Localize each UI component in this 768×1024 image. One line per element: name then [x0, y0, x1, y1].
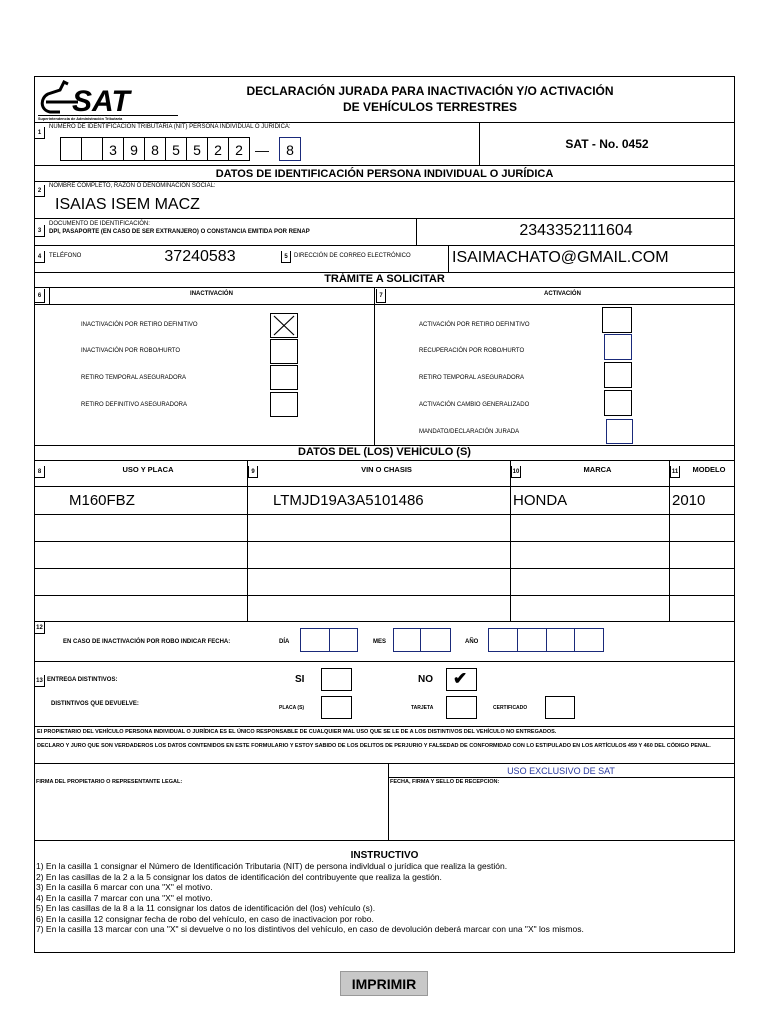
column-header-brand: MARCA: [583, 465, 612, 474]
declaration-form: [34, 76, 735, 953]
email-value[interactable]: ISAIMACHATO@GMAIL.COM: [452, 249, 669, 266]
nit-digit-box[interactable]: 5: [186, 137, 208, 161]
yes-label: SI: [295, 674, 305, 685]
field-number-11: 11: [670, 466, 680, 478]
section-vehicles: DATOS DEL (LOS) VEHÍCULO (S): [298, 446, 471, 458]
robbery-date-label: EN CASO DE INACTIVACIÓN POR ROBO INDICAR FECHA:: [63, 639, 231, 645]
instruction-item: 2) En las casillas de la 2 a la 5 consignar los datos de identificación del contribuyente que realiza la gestión.: [36, 871, 442, 882]
signature-area[interactable]: [35, 787, 388, 840]
reception-area[interactable]: [389, 787, 734, 840]
returned-items-label: DISTINTIVOS QUE DEVUELVE:: [51, 701, 139, 707]
field-number-5: 5: [281, 251, 291, 263]
table-row: [35, 487, 734, 514]
doc-label: DOCUMENTO DE IDENTIFICACIÓN:: [49, 221, 150, 227]
column-header-plate: USO Y PLACA: [122, 465, 174, 474]
nit-digit-box[interactable]: [60, 137, 82, 161]
form-number: SAT - No. 0452: [565, 137, 649, 151]
inactivation-option-label: RETIRO TEMPORAL ASEGURADORA: [81, 375, 187, 381]
nit-label: NUMERO DE IDENTIFICACION TRIBUTARIA (NIT) PERSONA INDIVIDUAL O JURIDICA:: [49, 124, 291, 130]
activation-option-checkbox[interactable]: [604, 390, 632, 416]
returns-given-label: ENTREGA DISTINTIVOS:: [47, 677, 118, 683]
section-identification: DATOS DE IDENTIFICACIÓN PERSONA INDIVIDUAL O JURÍDICA: [215, 168, 554, 180]
month-box[interactable]: [393, 628, 421, 652]
inactivation-option-checkbox[interactable]: [270, 339, 298, 364]
x-mark-icon: [271, 314, 297, 337]
month-label: MES: [373, 639, 387, 645]
column-header-vin: VIN O CHASIS: [361, 465, 412, 474]
plate-label: PLACA (S): [279, 705, 305, 711]
field-number-3: 3: [35, 225, 45, 237]
name-value[interactable]: ISAIAS ISEM MACZ: [55, 196, 200, 213]
instruction-item: 6) En la casilla 12 consignar fecha de robo del vehículo, en caso de inactivacion por robo.: [36, 913, 374, 924]
phone-value[interactable]: 37240583: [164, 248, 236, 265]
certificate-checkbox[interactable]: [545, 696, 575, 719]
activation-title: ACTIVACIÓN: [544, 291, 581, 297]
inactivation-option-checkbox[interactable]: [270, 392, 298, 417]
column-header-model: MODELO: [692, 465, 726, 474]
nit-digit-box[interactable]: 8: [144, 137, 166, 161]
instruction-item: 5) En las casillas de la 8 a la 11 consignar los datos de identificación del (los) vehículo (s).: [36, 903, 376, 913]
inactivation-option-label: INACTIVACIÓN POR RETIRO DEFINITIVO: [81, 322, 198, 328]
owner-signature-label: FIRMA DEL PROPIETARIO O REPRESENTANTE LEGAL:: [36, 779, 183, 785]
day-label: DÍA: [279, 639, 290, 645]
field-number-12: 12: [35, 622, 45, 634]
section-tramite: TRÁMITE A SOLICITAR: [324, 273, 445, 285]
field-number-13: 13: [35, 675, 45, 687]
instructions-title: INSTRUCTIVO: [350, 850, 419, 861]
instruction-item: 1) En la casilla 1 consignar el Número de Identificación Tributaria (NIT) de persona indivldual o jurídica que realiza la gestión.: [36, 861, 508, 871]
email-label: DIRECCIÓN DE CORREO ELECTRÓNICO: [294, 253, 411, 259]
vehicle-table: [35, 460, 734, 621]
nit-dash: —: [255, 142, 269, 158]
activation-option-label: ACTIVACIÓN CAMBIO GENERALIZADO: [419, 402, 530, 408]
instructions-list: [36, 861, 733, 935]
inactivation-title: INACTIVACIÓN: [190, 291, 233, 297]
year-box[interactable]: [574, 628, 604, 652]
activation-option-label: RETIRO TEMPORAL ASEGURADORA: [419, 375, 525, 381]
activation-option-label: MANDATO/DECLARACIÓN JURADA: [419, 429, 520, 435]
vehicle-table-header: [35, 460, 734, 486]
instruction-item: 7) En la casilla 13 marcar con una "X" si devuelve o no los distintivos del vehículo, en caso de devolución deberá marcar con una "X" los mismos.: [36, 924, 584, 934]
field-number-4: 4: [35, 251, 45, 263]
sat-logo: [38, 80, 178, 122]
year-box[interactable]: [488, 628, 518, 652]
owner-responsibility-notice: El PROPIETARIO DEL VEHÍCULO PERSONA INDIVIDUAL O JURÍDICA ES EL ÚNICO RESPONSABLE DE CUALQUIER MAL USO QUE SE LE DE A LOS DISTINTIVOS DEL VEHÍCULO NO ENTREGADOS.: [37, 729, 557, 735]
phone-label: TELÉFONO: [49, 253, 82, 259]
activation-option-label: RECUPERACIÓN POR ROBO/HURTO: [419, 348, 525, 354]
check-mark-icon: ✔: [453, 669, 468, 688]
day-box[interactable]: [329, 628, 358, 652]
card-label: TARJETA: [411, 705, 434, 711]
year-box[interactable]: [546, 628, 575, 652]
field-number-8: 8: [35, 466, 45, 478]
instruction-item: 3) En la casilla 6 marcar con una "X" el motivo.: [36, 882, 213, 892]
vin-cell[interactable]: LTMJD19A3A5101486: [273, 492, 424, 509]
plate-checkbox[interactable]: [321, 696, 352, 719]
nit-digit-box[interactable]: 2: [207, 137, 229, 161]
logo-subtitle: Superintendencia de Administración Tributaria: [38, 115, 178, 121]
nit-digit-box[interactable]: [81, 137, 103, 161]
nit-digit-box[interactable]: 2: [228, 137, 250, 161]
day-box[interactable]: [300, 628, 330, 652]
name-label: NOMBRE COMPLETO, RAZON O DENOMINACION SOCIAL:: [49, 183, 216, 189]
activation-option-checkbox[interactable]: [604, 334, 632, 360]
table-row[interactable]: [35, 542, 734, 568]
doc-label-detail: DPI, PASAPORTE (EN CASO DE SER EXTRANJERO) O CONSTANCIA EMITIDA POR RENAP: [49, 229, 310, 235]
no-checkbox[interactable]: [446, 668, 477, 691]
field-number-1: 1: [35, 127, 45, 139]
nit-digit-box[interactable]: 9: [123, 137, 145, 161]
inactivation-option-label: INACTIVACIÓN POR ROBO/HURTO: [81, 348, 181, 354]
yes-checkbox[interactable]: [321, 668, 352, 691]
activation-option-checkbox[interactable]: [606, 419, 633, 444]
no-label: NO: [418, 674, 433, 685]
brand-cell[interactable]: HONDA: [513, 492, 568, 509]
inactivation-option-label: RETIRO DEFINITIVO ASEGURADORA: [81, 402, 188, 408]
nit-digit-box[interactable]: 5: [165, 137, 187, 161]
sat-exclusive-use: USO EXCLUSIVO DE SAT: [507, 766, 615, 776]
instruction-item: 4) En la casilla 7 marcar con una "X" el motivo.: [36, 892, 213, 903]
inactivation-option-checkbox[interactable]: [270, 313, 298, 338]
nit-check-digit[interactable]: 8: [279, 137, 301, 161]
field-number-7: 7: [376, 289, 386, 303]
print-button[interactable]: IMPRIMIR: [340, 971, 428, 996]
year-label: AÑO: [465, 639, 479, 645]
month-box[interactable]: [420, 628, 451, 652]
form-title-line1: DECLARACIÓN JURADA PARA INACTIVACIÓN Y/O ACTIVACIÓN: [246, 84, 614, 98]
field-number-9: 9: [248, 466, 258, 478]
activation-option-checkbox[interactable]: [602, 307, 632, 333]
field-number-10: 10: [511, 466, 521, 478]
plate-cell[interactable]: M160FBZ: [69, 492, 135, 509]
year-box[interactable]: [517, 628, 547, 652]
nit-digit-box[interactable]: 3: [102, 137, 124, 161]
reception-stamp-label: FECHA, FIRMA Y SELLO DE RECEPCION:: [390, 779, 500, 785]
form-title-line2: DE VEHÍCULOS TERRESTRES: [342, 100, 518, 114]
certificate-label: CERTIFICADO: [493, 705, 528, 711]
field-number-6: 6: [35, 289, 45, 303]
model-cell[interactable]: 2010: [672, 492, 706, 509]
inactivation-option-checkbox[interactable]: [270, 365, 298, 390]
sworn-declaration: DECLARO Y JURO QUE SON VERDADEROS LOS DATOS CONTENIDOS EN ESTE FORMULARIO Y ESTOY SABIDO DE LOS DELITOS DE PERJURIO Y FALSEDAD DE CONFORMIDAD CON LO ESTIPULADO EN LOS ARTÍCULOS 459 Y 460 DEL CÓDIGO PENAL.: [37, 743, 711, 749]
field-number-2: 2: [35, 185, 45, 197]
table-row[interactable]: [35, 515, 734, 541]
logo-text: SAT: [72, 85, 130, 118]
card-checkbox[interactable]: [446, 696, 477, 719]
doc-value[interactable]: 2343352111604: [519, 222, 633, 239]
table-row[interactable]: [35, 569, 734, 595]
table-row[interactable]: [35, 596, 734, 621]
activation-option-checkbox[interactable]: [604, 362, 632, 388]
activation-option-label: ACTIVACIÓN POR RETIRO DEFINITIVO: [419, 322, 530, 328]
